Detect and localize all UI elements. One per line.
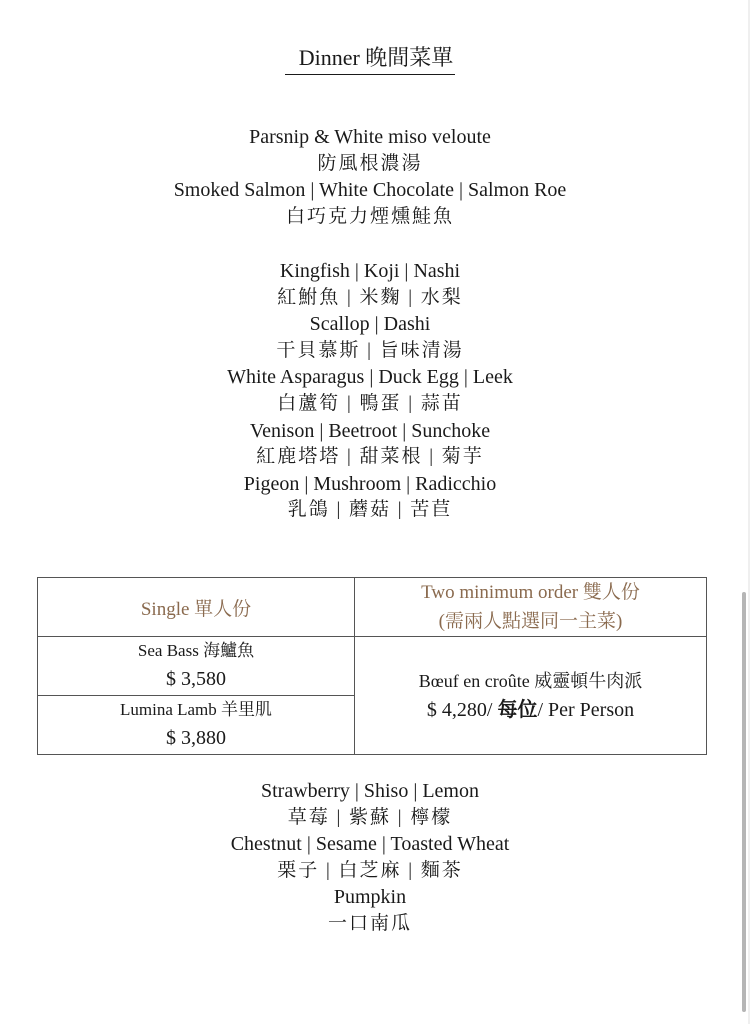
main-item-name: Sea Bass 海鱸魚: [137, 641, 255, 660]
menu-title: [0, 44, 740, 75]
course-en: Parsnip & White miso veloute: [249, 126, 491, 148]
middle-courses: [0, 258, 740, 524]
course-zh: 白巧克力煙燻鮭魚: [285, 205, 454, 227]
main-course-table: [37, 577, 707, 755]
course-en: Chestnut | Sesame | Toasted Wheat: [230, 833, 510, 856]
shared-price-per-person: / Per Person: [537, 698, 635, 721]
course-zh: 紅鹿塔塔 | 甜菜根 | 菊芋: [256, 446, 484, 468]
main-item-price: $ 3,880: [166, 727, 226, 749]
two-order-header-cell: [355, 578, 707, 637]
main-item-name: Lumina Lamb 羊里肌: [119, 700, 273, 719]
main-item-price: $ 3,580: [166, 668, 226, 690]
course-zh: 草莓 | 紫蘇 | 檸檬: [287, 806, 453, 828]
course-zh: 一口南瓜: [327, 912, 412, 934]
course-zh: 栗子 | 白芝麻 | 麵茶: [277, 859, 463, 881]
page-edge: [748, 0, 750, 1024]
single-item-cell: [38, 637, 355, 696]
course-en: Pigeon | Mushroom | Radicchio: [243, 472, 497, 495]
course-en: Pumpkin: [333, 886, 407, 909]
two-order-header: Two minimum order 雙人份: [421, 582, 640, 603]
shared-price-amount: $ 4,280/: [426, 698, 498, 721]
shared-item-name: Bœuf en croûte 威靈頓牛肉派: [418, 670, 643, 691]
course-zh: 紅鮒魚 | 米麴 | 水梨: [277, 286, 463, 308]
shared-item-cell: [355, 637, 707, 755]
two-order-note: (需兩人點選同一主菜): [438, 611, 623, 632]
course-en: Venison | Beetroot | Sunchoke: [249, 419, 491, 442]
course-en: Strawberry | Shiso | Lemon: [261, 780, 479, 802]
course-zh: 防風根濃湯: [317, 152, 423, 174]
course-zh: 白蘆筍 | 鴨蛋 | 蒜苗: [277, 392, 463, 414]
course-zh: 干貝慕斯 | 旨味清湯: [276, 339, 464, 361]
course-en: White Asparagus | Duck Egg | Leek: [227, 366, 513, 389]
vertical-scrollbar[interactable]: [742, 592, 746, 1012]
course-en: Smoked Salmon | White Chocolate | Salmon Roe: [173, 179, 567, 202]
single-header-cell: [38, 578, 355, 637]
course-zh: 乳鴿 | 蘑菇 | 苦苣: [287, 499, 453, 521]
dessert-courses: [0, 778, 740, 938]
starter-courses: [0, 124, 740, 230]
menu-title-text: Dinner 晚間菜單: [285, 44, 456, 75]
course-en: Scallop | Dashi: [309, 313, 431, 336]
shared-item-price: [355, 695, 706, 725]
single-header: Single 單人份: [140, 598, 252, 620]
single-item-cell: [38, 696, 355, 755]
course-en: Kingfish | Koji | Nashi: [279, 260, 461, 282]
shared-price-per-zh: 每位: [497, 698, 538, 721]
